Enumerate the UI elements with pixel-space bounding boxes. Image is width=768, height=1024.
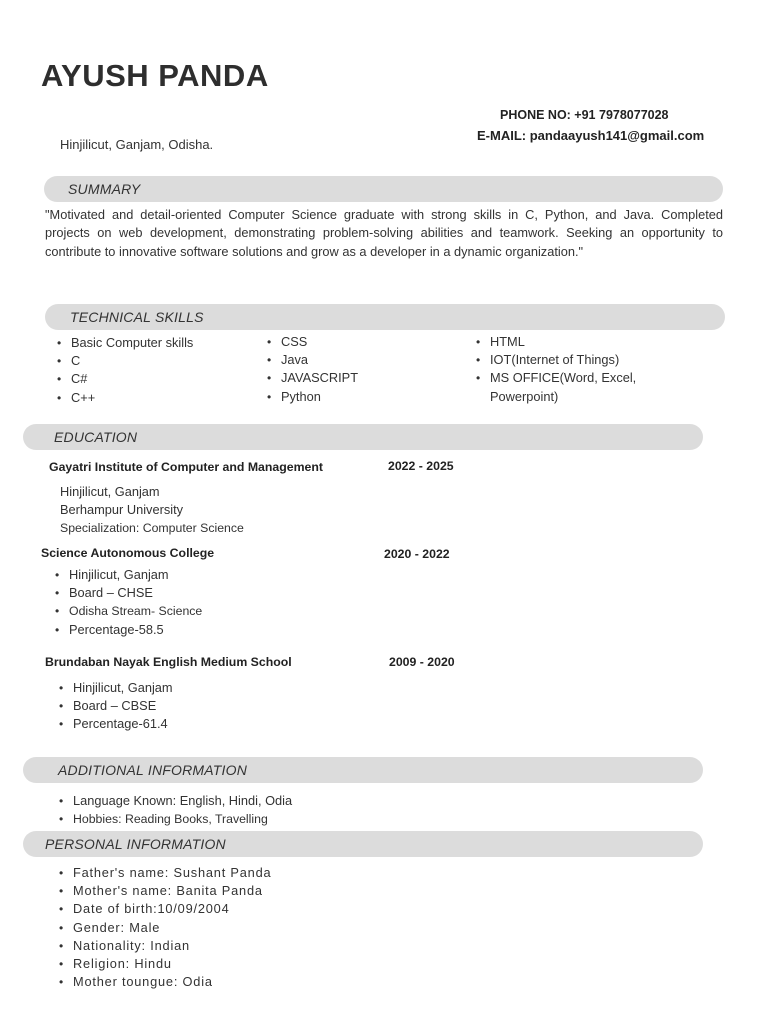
personal-info-item: • Date of birth:10/09/2004 — [58, 900, 458, 918]
additional-info-item: • Language Known: English, Hindi, Odia — [58, 792, 458, 810]
summary-section-header — [44, 176, 723, 202]
education-years: 2009 - 2020 — [389, 655, 455, 669]
skill-item: • JAVASCRIPT — [266, 369, 466, 387]
personal-info-item: • Mother's name: Banita Panda — [58, 882, 458, 900]
education-detail: • Board – CBSE — [58, 697, 358, 715]
personal-info-item: • Gender: Male — [58, 919, 458, 937]
skill-item: • C — [56, 352, 256, 370]
education-detail: • Percentage-58.5 — [54, 621, 354, 639]
education-detail: • Board – CHSE — [54, 584, 354, 602]
skills-heading: TECHNICAL SKILLS — [70, 309, 204, 325]
education-detail: Hinjilicut, Ganjam — [60, 484, 160, 499]
education-detail: Specialization: Computer Science — [60, 521, 244, 535]
institution-name: Science Autonomous College — [41, 546, 215, 560]
education-detail: • Percentage-61.4 — [58, 715, 358, 733]
personal-section-header — [23, 831, 703, 857]
additional-info-item: • Hobbies: Reading Books, Travelling — [58, 810, 458, 828]
personal-info-item: • Religion: Hindu — [58, 955, 458, 973]
education-years: 2020 - 2022 — [384, 547, 450, 561]
skill-item: • Python — [266, 388, 466, 406]
education-years: 2022 - 2025 — [388, 459, 454, 473]
skill-item: • CSS — [266, 333, 466, 351]
additional-section-header — [23, 757, 703, 783]
education-details — [54, 566, 354, 639]
education-detail: Berhampur University — [60, 502, 184, 517]
summary-heading: SUMMARY — [68, 181, 141, 197]
skills-column-3 — [475, 333, 665, 406]
skill-item: • C# — [56, 370, 256, 388]
skills-section-header — [45, 304, 725, 330]
institution-name: Brundaban Nayak English Medium School — [45, 655, 292, 669]
institution-name: Gayatri Institute of Computer and Management — [49, 460, 323, 474]
summary-text: "Motivated and detail-oriented Computer Science graduate with strong skills in C, Python, and Java. Completed projects on web development, demonstrating problem-solving abilities and teamwork. Seeking an opportunity to contribute to innovative software solutions and grow as a developer in a dynamic organization." — [45, 207, 723, 259]
additional-info-list — [58, 792, 458, 828]
skill-item: • IOT(Internet of Things) — [475, 351, 665, 369]
education-heading: EDUCATION — [54, 429, 138, 445]
additional-heading: ADDITIONAL INFORMATION — [58, 762, 248, 778]
education-detail: • Hinjilicut, Ganjam — [54, 566, 354, 584]
personal-info-list — [58, 864, 458, 991]
skills-column-2 — [266, 333, 466, 406]
personal-info-item: • Mother toungue: Odia — [58, 973, 458, 991]
address: Hinjilicut, Ganjam, Odisha. — [60, 137, 214, 152]
education-detail: • Odisha Stream- Science — [54, 602, 354, 620]
personal-info-item: • Father's name: Sushant Panda — [58, 864, 458, 882]
skills-column-1 — [56, 334, 256, 407]
education-detail: • Hinjilicut, Ganjam — [58, 679, 358, 697]
skill-item: • MS OFFICE(Word, Excel, Powerpoint) — [475, 369, 665, 405]
education-details — [58, 679, 358, 734]
phone-number: PHONE NO: +91 7978077028 — [500, 108, 669, 122]
skill-item: • Basic Computer skills — [56, 334, 256, 352]
education-section-header — [23, 424, 703, 450]
skill-item: • C++ — [56, 389, 256, 407]
candidate-name: AYUSH PANDA — [41, 58, 269, 93]
personal-heading: PERSONAL INFORMATION — [45, 836, 226, 852]
education-details — [60, 483, 244, 537]
skill-item: • Java — [266, 351, 466, 369]
skill-item: • HTML — [475, 333, 665, 351]
email-address: E-MAIL: pandaayush141@gmail.com — [477, 128, 705, 143]
personal-info-item: • Nationality: Indian — [58, 937, 458, 955]
